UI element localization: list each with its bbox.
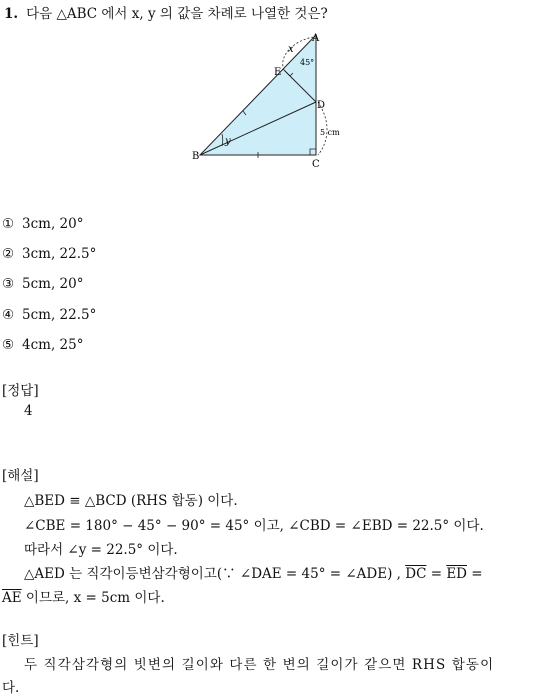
option-mark: ② [2, 246, 15, 262]
option-5[interactable] [2, 337, 83, 353]
option-4[interactable] [2, 307, 96, 323]
option-mark: ④ [2, 307, 15, 323]
option-mark: ③ [2, 276, 15, 292]
label-c: C [312, 159, 320, 170]
label-d: D [317, 100, 326, 111]
explanation-heading: [해설] [2, 468, 39, 484]
explanation-text: △AED 는 직각이등변삼각형이고(∵ ∠DAE = 45° = ∠ADE) , [24, 566, 406, 582]
explanation-line-1: △BED ≡ △BCD (RHS 합동) 이다. [24, 493, 238, 509]
explanation-line-2: ∠CBE = 180° − 45° − 90° = 45° 이고, ∠CBD = ∠EBD = 22.5° 이다. [24, 518, 484, 534]
segment-ae: $\overline{AE}$ [2, 590, 22, 606]
option-mark: ① [2, 216, 15, 232]
label-x: x [288, 44, 294, 55]
hint-heading: [힌트] [2, 633, 39, 649]
answer-value: 4 [24, 403, 33, 419]
option-1[interactable] [2, 216, 83, 232]
equals-sign: = [467, 566, 483, 582]
option-text: 5cm, 20° [22, 276, 84, 292]
explanation-line-4 [24, 562, 483, 582]
label-y: y [225, 136, 231, 147]
label-length-dc: 5 cm [320, 128, 340, 137]
option-mark: ⑤ [2, 337, 15, 353]
question-text: 다음 △ABC 에서 x, y 의 값을 차례로 나열한 것은? [26, 6, 328, 22]
triangle-diagram [186, 28, 356, 176]
explanation-line-3: 따라서 ∠y = 22.5° 이다. [24, 542, 178, 558]
option-text: 4cm, 25° [22, 337, 84, 353]
answer-heading: [정답] [2, 383, 39, 399]
question [4, 2, 328, 22]
question-number: 1. [4, 6, 19, 22]
label-e: E [274, 67, 282, 78]
label-angle-a: 45° [300, 58, 315, 67]
option-text: 3cm, 22.5° [22, 246, 97, 262]
explanation-text: 이므로, x = 5cm 이다. [21, 590, 165, 606]
equals-sign: = [426, 566, 447, 582]
segment-ed: $\overline{ED}$ [446, 566, 467, 582]
triangle-figure [186, 28, 356, 176]
label-a: A [312, 33, 320, 44]
option-text: 3cm, 20° [22, 216, 84, 232]
option-3[interactable] [2, 276, 83, 292]
label-b: B [192, 151, 200, 162]
option-text: 5cm, 22.5° [22, 307, 97, 323]
option-2[interactable] [2, 246, 96, 262]
hint-line-2: 다. [2, 680, 20, 696]
segment-dc: $\overline{DC}$ [405, 566, 427, 582]
explanation-line-5 [2, 586, 165, 606]
hint-line-1: 두 직각삼각형의 빗변의 길이와 다른 한 변의 길이가 같으면 RHS 합동이 [24, 657, 495, 673]
